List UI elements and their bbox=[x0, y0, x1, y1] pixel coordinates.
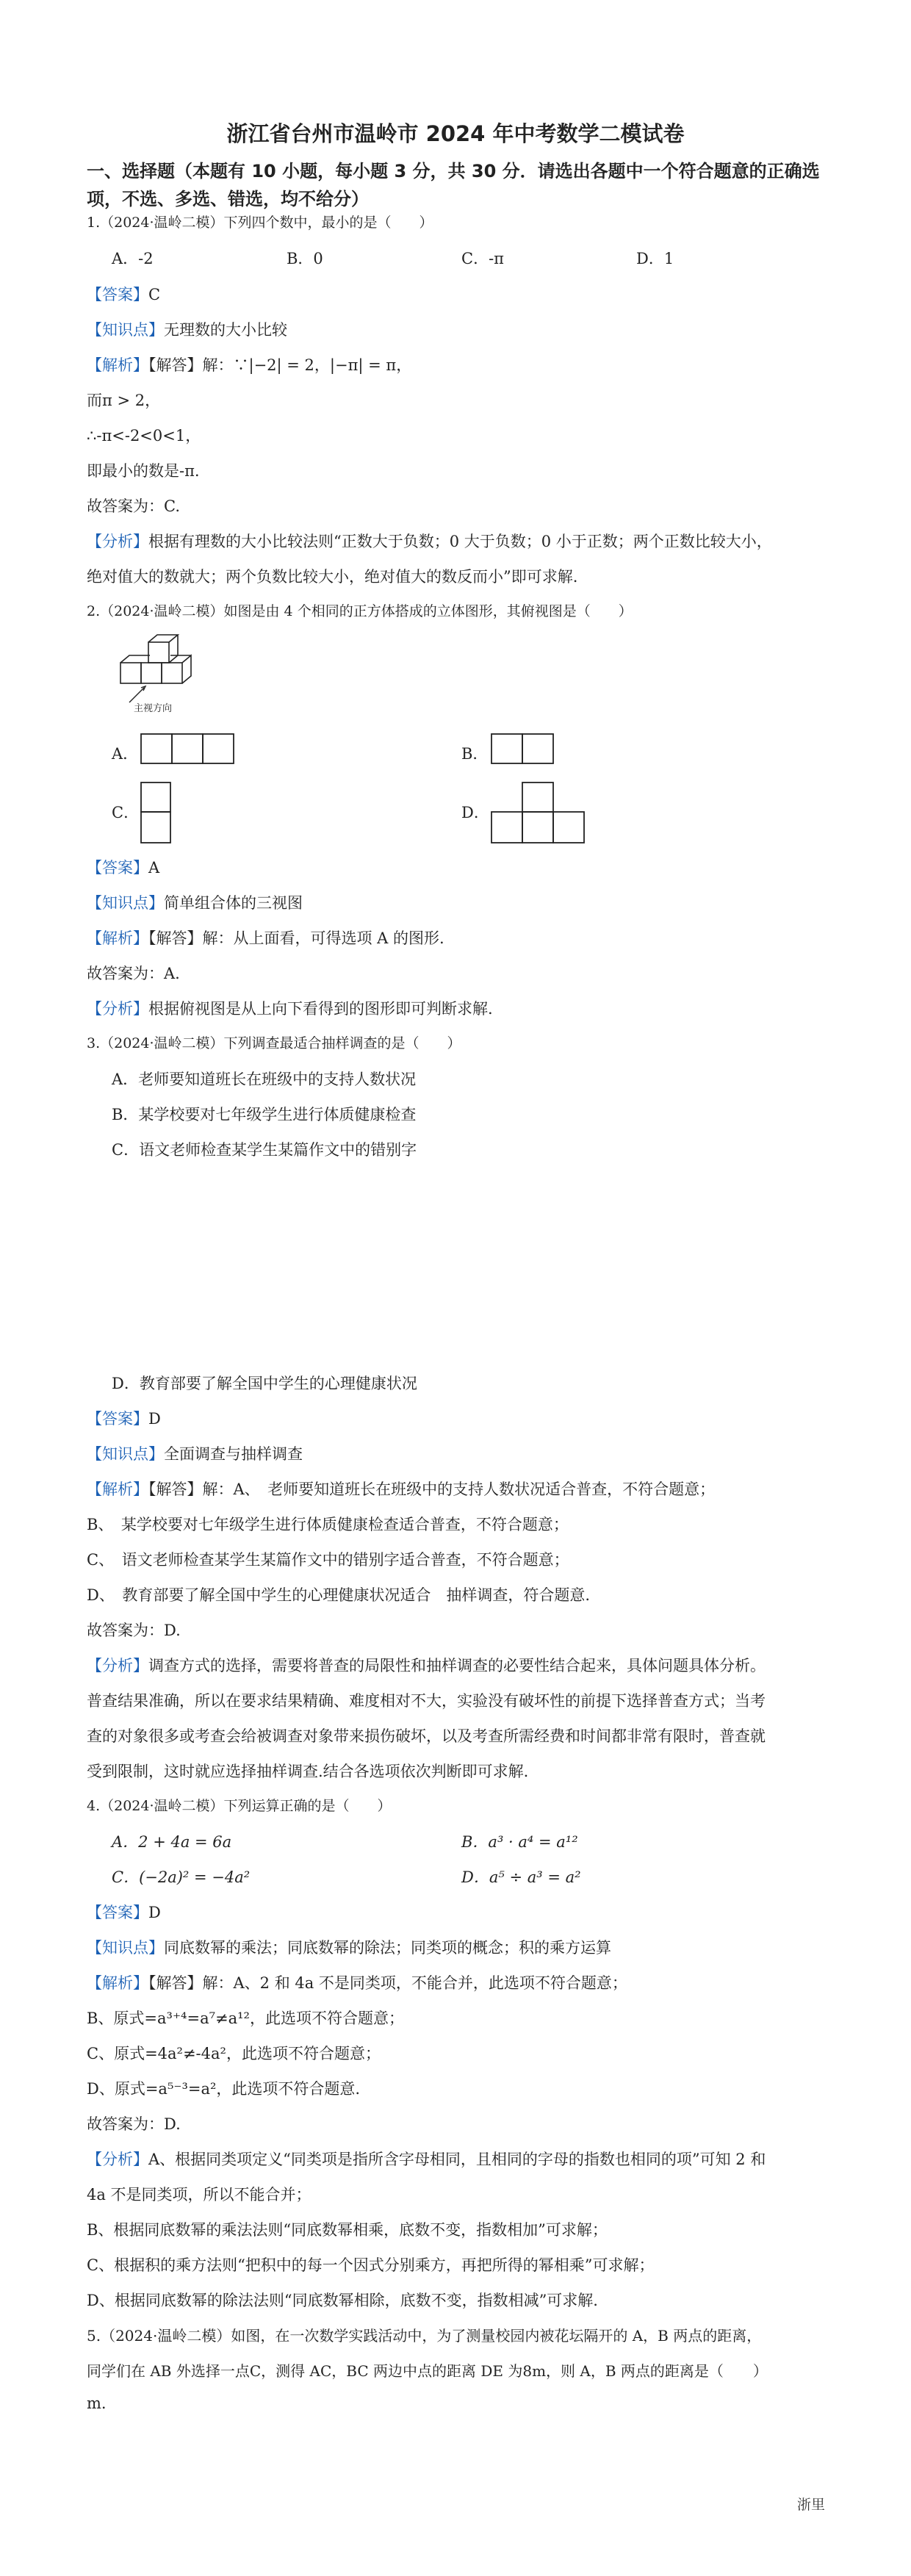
q4-option-b: B．a³ · a⁴ = a¹² bbox=[461, 1833, 578, 1851]
q3-fenxi-3: 查的对象很多或考查会给被调查对象带来损伤破坏，以及考查所需经费和时间都非常有限时，普查就 bbox=[87, 1727, 766, 1745]
q3-kp: 全面调查与抽样调查 bbox=[164, 1445, 303, 1463]
q2-option-c-figure bbox=[140, 781, 173, 846]
q1-analysis-line bbox=[87, 353, 411, 375]
q4-answer-line bbox=[87, 1901, 161, 1923]
q4-fenxi-2: 4a 不是同类项，所以不能合并； bbox=[87, 2186, 312, 2203]
q4-option-d: D．a⁵ ÷ a³ = a² bbox=[461, 1868, 581, 1886]
knowledge-tag: 【知识点】 bbox=[87, 1445, 164, 1463]
fenxi-tag: 【分析】 bbox=[87, 1000, 148, 1018]
q4-analysis-4: D、原式=a⁵⁻³=a²，此选项不符合题意. bbox=[87, 2080, 361, 2098]
q4-analysis-3: C、原式=4a²≠-4a²，此选项不符合题意； bbox=[87, 2045, 381, 2062]
q3-analysis-2: B、 某学校要对七年级学生进行体质健康检查适合普查，不符合题意； bbox=[87, 1516, 569, 1533]
q3-analysis-3: C、 语文老师检查某学生某篇作文中的错别字适合普查，不符合题意； bbox=[87, 1551, 569, 1569]
q3-fenxi-4: 受到限制，这时就应选择抽样调查.结合各选项依次判断即可求解. bbox=[87, 1763, 529, 1780]
q1-fenxi-line bbox=[87, 530, 772, 552]
q2-stem: 2.（2024·温岭二模）如图是由 4 个相同的正方体搭成的立体图形，其俯视图是（ ） bbox=[87, 603, 633, 619]
q2-option-d: D． bbox=[461, 804, 489, 821]
q1-analysis-4: 即最小的数是-π. bbox=[87, 462, 200, 480]
q3-answer: D bbox=[148, 1410, 161, 1428]
q3-option-c: C．语文老师检查某学生某篇作文中的错别字 bbox=[112, 1141, 417, 1159]
q4-analysis-5: 故答案为：D. bbox=[87, 2115, 181, 2133]
q4-fenxi-3: B、根据同底数幂的乘法法则“同底数幂相乘，底数不变，指数相加”可求解； bbox=[87, 2221, 608, 2239]
q4-kp-line bbox=[87, 1936, 611, 1958]
q1-analysis-3: ∴-π<-2<0<1， bbox=[87, 427, 201, 445]
q3-answer-line bbox=[87, 1407, 161, 1429]
q4-fenxi-4: C、根据积的乘方法则“把积中的每一个因式分别乘方，再把所得的幂相乘”可求解； bbox=[87, 2256, 655, 2274]
q3-analysis-line bbox=[87, 1478, 715, 1500]
q1-kp: 无理数的大小比较 bbox=[164, 321, 287, 339]
answer-tag: 【答案】 bbox=[87, 859, 148, 877]
answer-tag: 【答案】 bbox=[87, 1904, 148, 1921]
q4-analysis-1: 【解答】解：A、2 和 4a 不是同类项，不能合并，此选项不符合题意； bbox=[148, 1974, 627, 1992]
q5-stem-3: m. bbox=[87, 2395, 107, 2412]
q2-analysis-2: 故答案为：A. bbox=[87, 965, 180, 982]
q2-option-d-figure bbox=[490, 781, 587, 846]
page-title: 浙江省台州市温岭市 2024 年中考数学二模试卷 bbox=[226, 121, 685, 146]
q2-kp: 简单组合体的三视图 bbox=[164, 894, 303, 912]
q2-analysis-line bbox=[87, 927, 444, 949]
fenxi-tag: 【分析】 bbox=[87, 533, 148, 550]
q4-kp: 同底数幂的乘法；同底数幂的除法；同类项的概念；积的乘方运算 bbox=[164, 1939, 611, 1957]
q2-option-b-figure bbox=[490, 733, 556, 765]
answer-tag: 【答案】 bbox=[87, 286, 148, 303]
q2-option-c: C． bbox=[112, 804, 140, 821]
q1-fenxi-2: 绝对值大的数就大；两个负数比较大小，绝对值大的数反而小”即可求解. bbox=[87, 568, 578, 586]
q1-fenxi-1: 根据有理数的大小比较法则“正数大于负数；0 大于负数；0 小于正数；两个正数比较大小， bbox=[148, 533, 772, 550]
section-heading: 一、选择题（本题有 10 小题，每小题 3 分，共 30 分．请选出各题中一个符合题意的正确选项，不选、多选、错选，均不给分） bbox=[87, 161, 820, 209]
q5-stem-2: 同学们在 AB 外选择一点C，测得 AC，BC 两边中点的距离 DE 为8m，则 A，B 两点的距离是（ ） bbox=[87, 2362, 768, 2380]
analysis-tag: 【解析】 bbox=[87, 1481, 148, 1498]
fenxi-tag: 【分析】 bbox=[87, 2151, 148, 2168]
q4-option-c: C．(−2a)² = −4a² bbox=[112, 1868, 251, 1886]
knowledge-tag: 【知识点】 bbox=[87, 894, 164, 912]
q2-answer: A bbox=[148, 859, 160, 877]
q1-option-a: A．-2 bbox=[112, 250, 154, 267]
q2-analysis-1: 【解答】解：从上面看，可得选项 A 的图形. bbox=[148, 929, 444, 947]
q3-option-a: A．老师要知道班长在班级中的支持人数状况 bbox=[112, 1071, 417, 1088]
q4-fenxi-1: A、根据同类项定义“同类项是指所含字母相同，且相同的字母的指数也相同的项”可知 2 和 bbox=[148, 2151, 766, 2168]
page-footer: 浙里 bbox=[797, 2497, 826, 2513]
q4-analysis-2: B、原式=a³⁺⁴=a⁷≠a¹²，此选项不符合题意； bbox=[87, 2010, 404, 2027]
analysis-tag: 【解析】 bbox=[87, 929, 148, 947]
q2-solid-figure bbox=[116, 633, 219, 729]
q3-option-b: B．某学校要对七年级学生进行体质健康检查 bbox=[112, 1106, 417, 1123]
q4-fenxi-5: D、根据同底数幂的除法法则“同底数幂相除，底数不变，指数相减”可求解. bbox=[87, 2292, 598, 2309]
q1-stem: 1.（2024·温岭二模）下列四个数中，最小的是（ ） bbox=[87, 215, 433, 231]
q3-analysis-4: D、 教育部要了解全国中学生的心理健康状况适合 抽样调查，符合题意. bbox=[87, 1586, 591, 1604]
q4-option-a: A．2 + 4a = 6a bbox=[112, 1833, 232, 1851]
q3-option-d: D．教育部要了解全国中学生的心理健康状况 bbox=[112, 1375, 417, 1392]
q2-option-a: A． bbox=[112, 745, 139, 763]
q2-fenxi-1: 根据俯视图是从上向下看得到的图形即可判断求解. bbox=[148, 1000, 493, 1018]
q4-answer: D bbox=[148, 1904, 161, 1921]
q1-analysis-2: 而π > 2， bbox=[87, 392, 161, 409]
q4-analysis-line bbox=[87, 1971, 627, 1993]
knowledge-tag: 【知识点】 bbox=[87, 321, 164, 339]
q3-fenxi-2: 普查结果准确，所以在要求结果精确、难度相对不大，实验没有破坏性的前提下选择普查方式；当考 bbox=[87, 1692, 766, 1710]
q3-analysis-5: 故答案为：D. bbox=[87, 1622, 181, 1639]
q2-fenxi-line bbox=[87, 997, 493, 1019]
q1-answer: C bbox=[148, 286, 161, 303]
q2-answer-line bbox=[87, 856, 159, 878]
q1-option-d: D．1 bbox=[636, 250, 674, 267]
q4-fenxi-line bbox=[87, 2148, 766, 2170]
q1-answer-line bbox=[87, 283, 160, 305]
q2-kp-line bbox=[87, 891, 303, 913]
q1-analysis-5: 故答案为：C. bbox=[87, 497, 180, 515]
q3-stem: 3.（2024·温岭二模）下列调查最适合抽样调查的是（ ） bbox=[87, 1035, 461, 1051]
answer-tag: 【答案】 bbox=[87, 1410, 148, 1428]
knowledge-tag: 【知识点】 bbox=[87, 1939, 164, 1957]
q2-option-b: B． bbox=[461, 745, 489, 763]
q1-option-c: C．-π bbox=[461, 250, 504, 267]
analysis-tag: 【解析】 bbox=[87, 356, 148, 374]
q4-stem: 4.（2024·温岭二模）下列运算正确的是（ ） bbox=[87, 1798, 392, 1814]
q3-analysis-1: 【解答】解：A、 老师要知道班长在班级中的支持人数状况适合普查，不符合题意； bbox=[148, 1481, 716, 1498]
q1-analysis-1: 【解答】解：∵|−2| = 2，|−π| = π， bbox=[148, 356, 412, 374]
q3-fenxi-line bbox=[87, 1654, 766, 1676]
q1-option-b: B．0 bbox=[287, 250, 323, 267]
q2-option-a-figure bbox=[140, 733, 237, 765]
q3-fenxi-1: 调查方式的选择，需要将普查的局限性和抽样调查的必要性结合起来，具体问题具体分析。 bbox=[148, 1657, 766, 1674]
q1-kp-line bbox=[87, 318, 287, 340]
analysis-tag: 【解析】 bbox=[87, 1974, 148, 1992]
view-direction-label: 主视方向 bbox=[134, 703, 173, 714]
q5-stem-1: 5.（2024·温岭二模）如图，在一次数学实践活动中，为了测量校园内被花坛隔开的 A，B 两点的距离， bbox=[87, 2327, 762, 2345]
q3-kp-line bbox=[87, 1442, 303, 1464]
fenxi-tag: 【分析】 bbox=[87, 1657, 148, 1674]
